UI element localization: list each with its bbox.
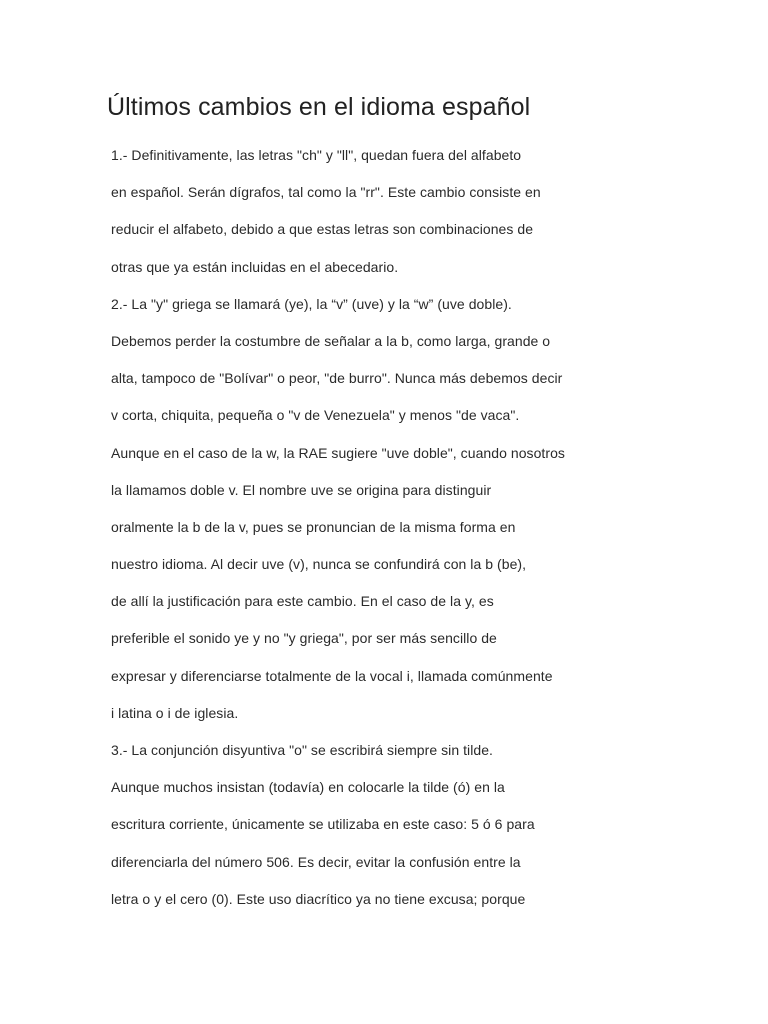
text-line: nuestro idioma. Al decir uve (v), nunca se confundirá con la b (be), [111,556,527,573]
text-line: expresar y diferenciarse totalmente de la vocal i, llamada comúnmente [111,667,553,684]
text-line: 1.- Definitivamente, las letras "ch" y "ll", quedan fuera del alfabeto [111,147,522,163]
text-line: otras que ya están incluidas en el abecedario. [111,258,399,275]
text-line: de allí la justificación para este cambio. En el caso de la y, es [111,593,494,610]
text-line: oralmente la b de la v, pues se pronuncian de la misma forma en [111,518,516,535]
text-line: preferible el sonido ye y no "y griega", por ser más sencillo de [111,630,497,647]
document-body [111,137,731,918]
text-line: 2.- La "y" griega se llamará (ye), la “v” (uve) y la “w” (uve doble). [111,295,512,312]
text-line: 3.- La conjunción disyuntiva "o" se escribirá siempre sin tilde. [111,742,493,758]
text-line: la llamamos doble v. El nombre uve se origina para distinguir [111,481,492,498]
text-line: alta, tampoco de "Bolívar" o peor, "de burro". Nunca más debemos decir [111,370,563,387]
text-line: i latina o i de iglesia. [111,704,239,721]
text-line: letra o y el cero (0). Este uso diacrítico ya no tiene excusa; porque [111,890,526,907]
document-title: Últimos cambios en el idioma español [107,93,531,121]
text-line: escritura corriente, únicamente se utilizaba en este caso: 5 ó 6 para [111,816,535,833]
text-line: Debemos perder la costumbre de señalar a la b, como larga, grande o [111,332,551,349]
text-line: en español. Serán dígrafos, tal como la "rr". Este cambio consiste en [111,184,541,201]
text-line: v corta, chiquita, pequeña o "v de Venezuela" y menos "de vaca". [111,407,520,424]
text-line: Aunque muchos insistan (todavía) en colocarle la tilde (ó) en la [111,779,505,796]
text-line: Aunque en el caso de la w, la RAE sugiere "uve doble", cuando nosotros [111,444,565,461]
text-line: diferenciarla del número 506. Es decir, evitar la confusión entre la [111,853,521,870]
text-line: reducir el alfabeto, debido a que estas letras son combinaciones de [111,221,534,238]
